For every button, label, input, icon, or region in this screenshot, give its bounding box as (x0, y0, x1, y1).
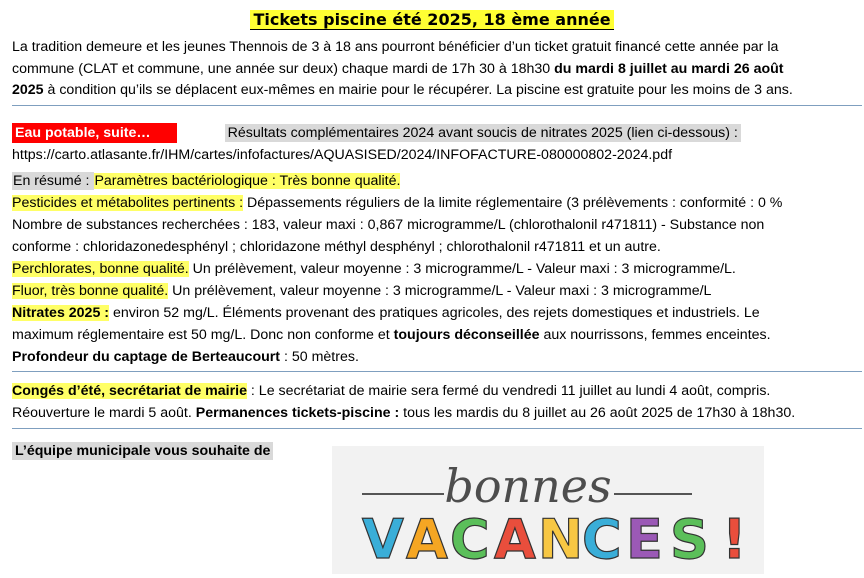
pesticides-line-2: Nombre de substances recherchées : 183, valeur maxi : 0,867 microgramme/L (chlorothalonil r471811) - Substance non (12, 217, 765, 233)
conges-line-1: Congés d’été, secrétariat de mairie : Le secrétariat de mairie sera fermé du vendredi 11 juillet au lundi 4 août, compris. (12, 383, 771, 399)
logo-letter: A (406, 508, 448, 571)
logo-letter: N (538, 508, 584, 571)
fluor-line: Fluor, très bonne qualité. Un prélèvement, valeur moyenne : 3 microgramme/L - Valeur maxi : 3 microgramme/L (12, 283, 712, 299)
nitrates-line-1: Nitrates 2025 : environ 52 mg/L. Éléments provenant des pratiques agricoles, des rejets domestiques et industriels. Le (12, 305, 760, 321)
eau-potable-tag: Eau potable, suite… (12, 123, 177, 143)
piscine-line-1: La tradition demeure et les jeunes Thennois de 3 à 18 ans pourront bénéficier d’un ticket gratuit financé cette année par la (12, 39, 779, 55)
logo-letter: A (494, 508, 536, 571)
results-label: Résultats complémentaires 2024 avant soucis de nitrates 2025 (lien ci-dessous) : (225, 124, 741, 142)
logo-letter: V (362, 508, 404, 571)
logo-letter: ! (722, 508, 747, 571)
bonnes-vacances-logo (332, 446, 764, 574)
piscine-line-2: commune (CLAT et commune, une année sur deux) chaque mardi de 17h 30 à 18h30 du mardi 8 juillet au mardi 26 août (12, 61, 784, 77)
bonnes-vacances-graphic (332, 446, 764, 574)
piscine-line-3: 2025 à condition qu’ils se déplacent eux-mêmes en mairie pour le récupérer. La piscine est gratuite pour les moins de 3 ans. (12, 82, 793, 98)
pesticides-line-1: Pesticides et métabolites pertinents : Dépassements réguliers de la limite réglementaire (3 prélèvements : conformité : 0 % (12, 195, 783, 211)
divider (12, 371, 862, 372)
perchlorates-line: Perchlorates, bonne qualité. Un prélèvement, valeur moyenne : 3 microgramme/L - Valeur maxi : 3 microgramme/L. (12, 261, 736, 277)
logo-word-bonnes: bonnes (444, 459, 612, 513)
results-link[interactable]: https://carto.atlasante.fr/IHM/cartes/infofactures/AQUASISED/2024/INFOFACTURE-080000802-2024.pdf (12, 147, 673, 163)
logo-word-vacances (362, 508, 747, 571)
logo-letter: S (670, 508, 709, 571)
resume-line: En résumé : Paramètres bactériologique : Très bonne qualité. (13, 173, 401, 189)
page-title: Tickets piscine été 2025, 18 ème année (0, 10, 864, 29)
logo-letter: C (450, 508, 490, 571)
divider (12, 105, 862, 106)
equipe-line: L’équipe municipale vous souhaite de (12, 441, 273, 461)
logo-letter: E (626, 508, 663, 571)
profondeur-line: Profondeur du captage de Berteaucourt : 50 mètres. (12, 349, 359, 365)
pesticides-line-3: conforme : chloridazonedesphényl ; chloridazone méthyl desphényl ; chlorothalonil r471811 et un autre. (12, 239, 661, 255)
nitrates-line-2: maximum réglementaire est 50 mg/L. Donc non conforme et toujours déconseillée aux nourrissons, femmes enceintes. (12, 327, 771, 343)
eau-header (12, 123, 741, 143)
conges-line-2: Réouverture le mardi 5 août. Permanences tickets-piscine : tous les mardis du 8 juillet au 26 août 2025 de 17h30 à 18h30. (12, 405, 796, 421)
divider (12, 428, 862, 429)
logo-letter: C (582, 508, 622, 571)
